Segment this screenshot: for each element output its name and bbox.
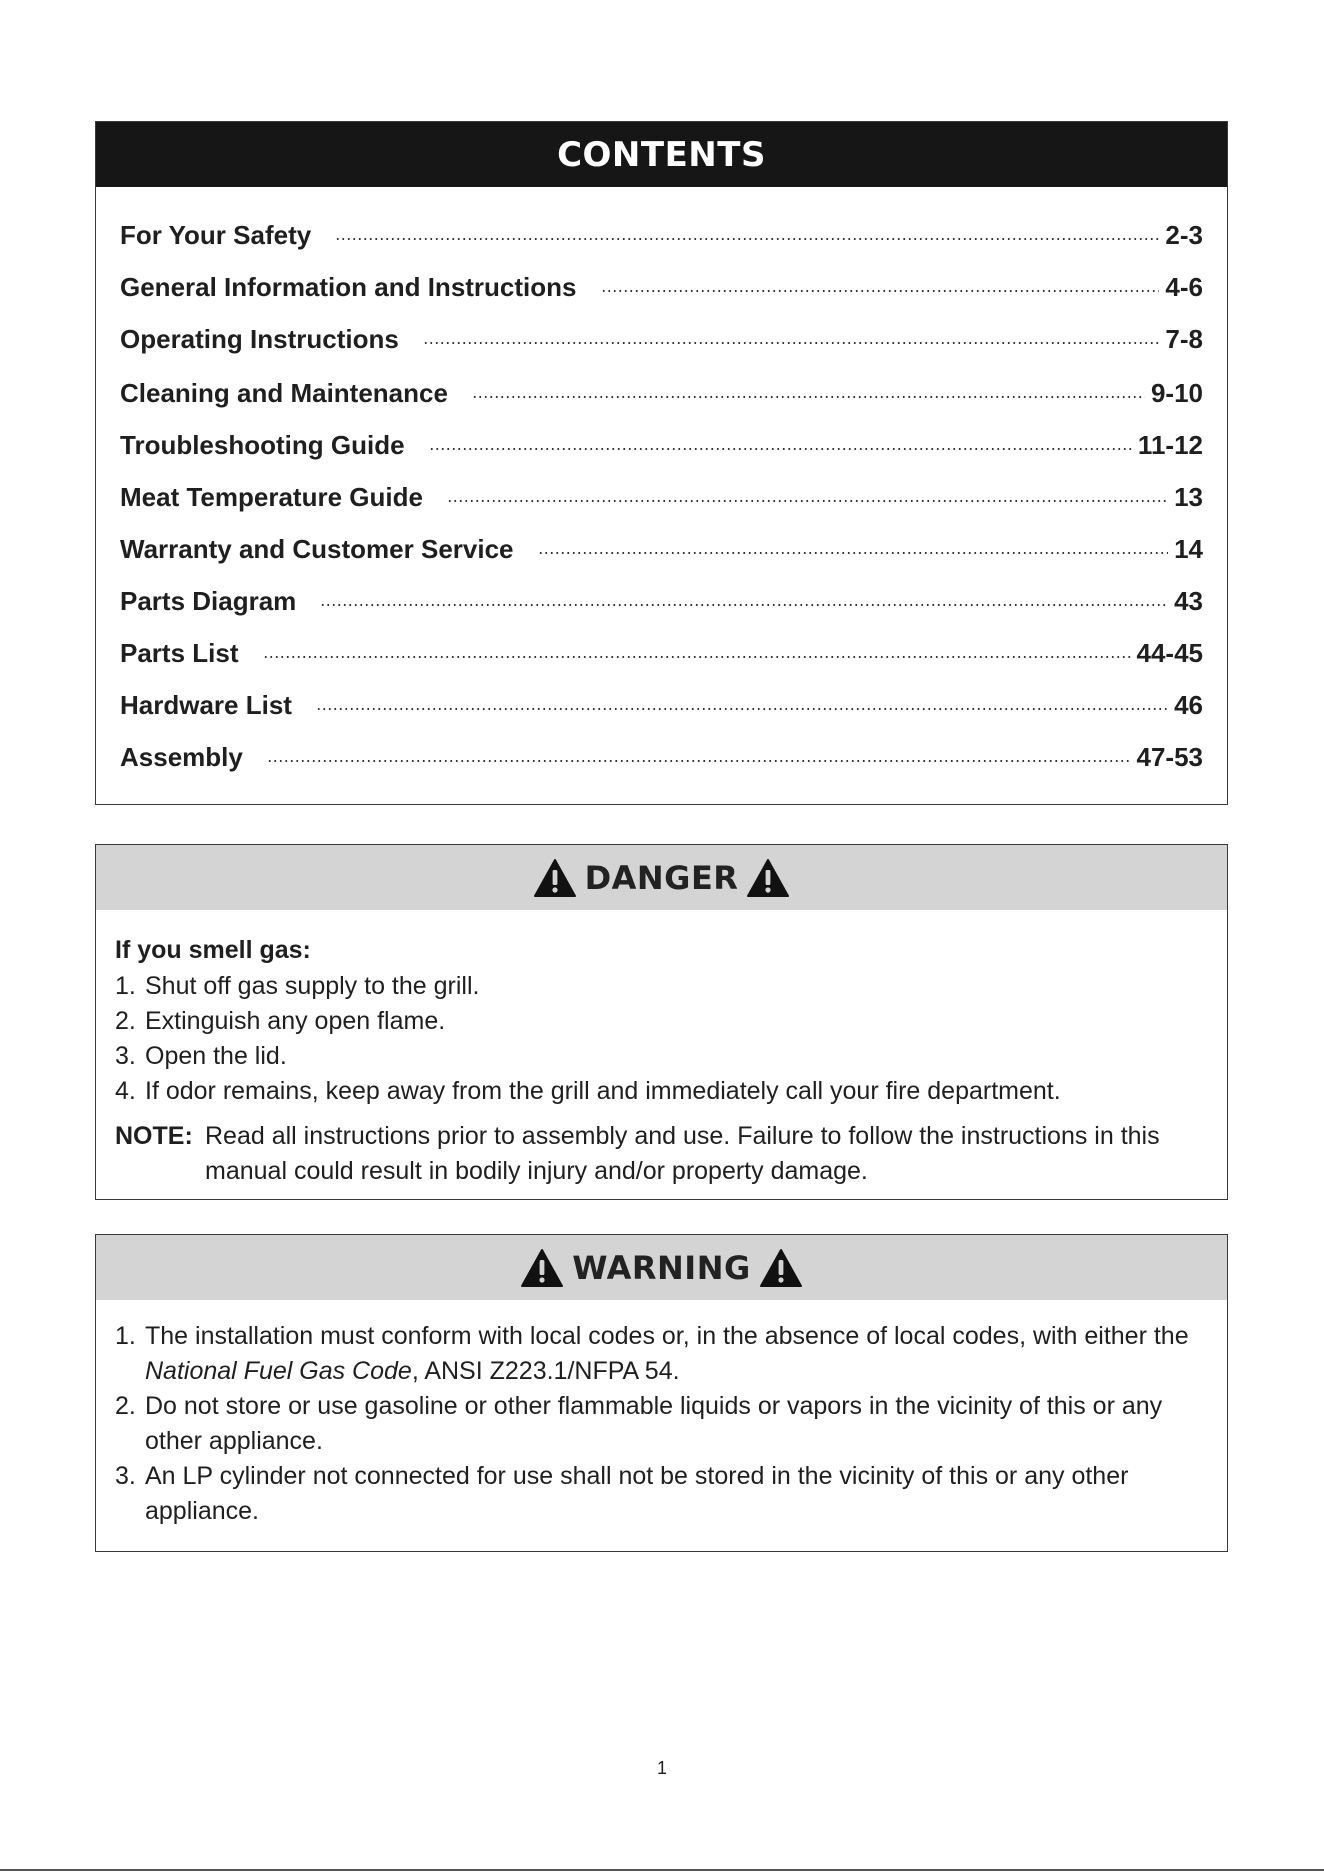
item-number: 3. — [115, 1042, 136, 1070]
page-bottom-rule — [0, 1869, 1324, 1871]
danger-note — [115, 1119, 1197, 1189]
list-item — [115, 1074, 1211, 1109]
warning-title: WARNING — [572, 1248, 751, 1287]
item-text: Do not store or use gasoline or other flammable liquids or vapors in the vicinity of this or any other appliance. — [145, 1392, 1163, 1455]
toc-entry-page: 46 — [1174, 689, 1203, 720]
toc-entry-title: Troubleshooting Guide — [120, 429, 405, 460]
item-number: 2. — [115, 1392, 136, 1420]
toc-entry[interactable] — [120, 687, 1203, 723]
toc-entry-title: Meat Temperature Guide — [120, 481, 423, 512]
toc-entry[interactable] — [120, 531, 1203, 567]
item-number: 2. — [115, 1007, 136, 1035]
toc-entry-title: Cleaning and Maintenance — [120, 377, 448, 408]
item-text: If odor remains, keep away from the grill and immediately call your fire department. — [145, 1077, 1061, 1105]
danger-title: DANGER — [584, 858, 739, 897]
contents-title: CONTENTS — [96, 122, 1227, 187]
list-item — [115, 1319, 1211, 1389]
toc-entry-page: 2-3 — [1165, 219, 1203, 250]
toc-entry[interactable] — [120, 739, 1203, 775]
item-text: An LP cylinder not connected for use shall not be stored in the vicinity of this or any other appliance. — [145, 1462, 1129, 1525]
toc-entry-page: 14 — [1174, 533, 1203, 564]
toc-entry-page: 47-53 — [1136, 741, 1203, 772]
toc-entry[interactable] — [120, 427, 1203, 463]
item-text: Extinguish any open flame. — [145, 1007, 446, 1035]
toc-entry[interactable] — [120, 635, 1203, 671]
item-text-part: , ANSI Z223.1/NFPA 54. — [411, 1357, 680, 1385]
toc-entry-page: 9-10 — [1150, 377, 1203, 408]
list-item — [115, 969, 1211, 1004]
toc-entry[interactable] — [120, 479, 1203, 515]
danger-header — [96, 845, 1227, 910]
toc-entry-title: Parts List — [120, 637, 239, 668]
dot-leader — [538, 552, 1169, 554]
toc-entry[interactable] — [120, 269, 1203, 305]
item-number: 3. — [115, 1462, 136, 1490]
item-number: 1. — [115, 1322, 136, 1350]
item-number: 1. — [115, 972, 136, 1000]
dot-leader — [267, 760, 1131, 762]
dot-leader — [320, 604, 1168, 606]
toc-entry-title: Parts Diagram — [120, 585, 297, 616]
contents-box — [95, 121, 1228, 805]
danger-lead: If you smell gas: — [115, 936, 311, 964]
dot-leader — [423, 342, 1160, 344]
toc-entry-page: 7-8 — [1165, 323, 1203, 354]
toc-entry-page: 13 — [1174, 481, 1203, 512]
toc-entry-title: General Information and Instructions — [120, 271, 577, 302]
toc-entry-title: For Your Safety — [120, 219, 312, 250]
toc-entry[interactable] — [120, 321, 1203, 357]
warning-list — [115, 1319, 1211, 1529]
page-number: 1 — [656, 1758, 667, 1778]
item-number: 4. — [115, 1077, 136, 1105]
toc-entry-page: 44-45 — [1136, 637, 1203, 668]
item-text: Open the lid. — [145, 1042, 287, 1070]
toc-entry-title: Operating Instructions — [120, 323, 399, 354]
list-item — [115, 1039, 1211, 1074]
warning-triangle-icon — [746, 858, 790, 898]
toc-entry-title: Warranty and Customer Service — [120, 533, 514, 564]
note-label: NOTE: — [115, 1122, 193, 1150]
toc-entry[interactable] — [120, 217, 1203, 253]
warning-triangle-icon — [533, 858, 577, 898]
list-item — [115, 1004, 1211, 1039]
warning-box — [95, 1234, 1228, 1552]
toc-entry-page: 4-6 — [1165, 271, 1203, 302]
dot-leader — [447, 500, 1168, 502]
dot-leader — [335, 238, 1159, 240]
toc-entry[interactable] — [120, 375, 1203, 411]
list-item — [115, 1389, 1211, 1459]
dot-leader — [429, 448, 1132, 450]
toc-entry-page: 43 — [1174, 585, 1203, 616]
item-text — [145, 1319, 1211, 1389]
toc-entry-page: 11-12 — [1137, 429, 1203, 460]
toc-entry[interactable] — [120, 583, 1203, 619]
danger-list — [115, 969, 1211, 1109]
list-item — [115, 1459, 1211, 1529]
code-title-italic: National Fuel Gas Code — [145, 1357, 412, 1385]
warning-triangle-icon — [520, 1248, 564, 1288]
dot-leader — [263, 656, 1131, 658]
dot-leader — [316, 708, 1168, 710]
note-text: Read all instructions prior to assembly and use. Failure to follow the instructions in this manual could result in bodily injury and/or property damage. — [205, 1122, 1160, 1185]
warning-triangle-icon — [759, 1248, 803, 1288]
item-text-part: The installation must conform with local codes or, in the absence of local codes, with either the — [145, 1322, 1189, 1350]
dot-leader — [472, 396, 1145, 398]
item-text: Shut off gas supply to the grill. — [145, 972, 480, 1000]
toc-entry-title: Hardware List — [120, 689, 292, 720]
toc-entry-title: Assembly — [120, 741, 243, 772]
dot-leader — [601, 290, 1160, 292]
warning-header — [96, 1235, 1227, 1300]
danger-box — [95, 844, 1228, 1200]
